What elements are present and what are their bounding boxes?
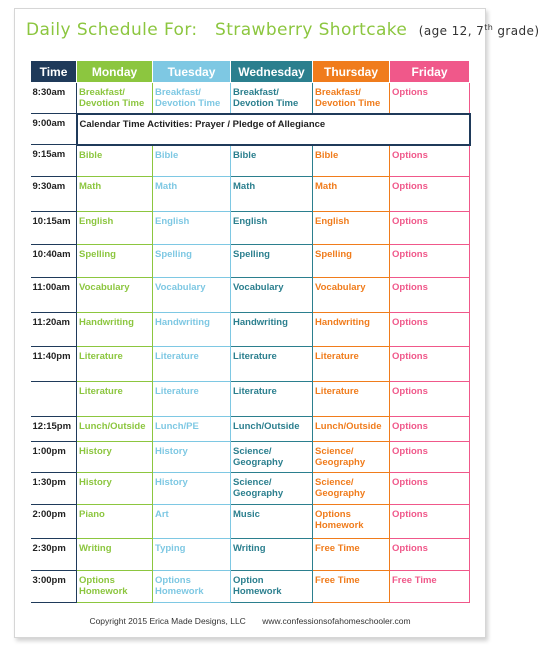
activity-cell-friday: Options	[390, 347, 470, 382]
activity-cell-thursday: Lunch/Outside	[313, 417, 390, 442]
activity-cell-tuesday: Handwriting	[153, 313, 231, 347]
copyright-text: Copyright 2015 Erica Made Designs, LLC	[89, 616, 246, 626]
time-cell: 11:00am	[31, 278, 77, 313]
time-cell: 12:15pm	[31, 417, 77, 442]
schedule-row	[31, 177, 470, 212]
schedule-row	[31, 212, 470, 245]
time-cell: 10:40am	[31, 245, 77, 278]
page-title	[26, 20, 539, 46]
schedule-row	[31, 245, 470, 278]
schedule-row	[31, 505, 470, 539]
title-label: Daily Schedule For:	[26, 20, 198, 40]
activity-cell-thursday: Science/ Geography	[313, 473, 390, 505]
activity-cell-wednesday: Science/ Geography	[231, 442, 313, 473]
activity-cell-thursday: Vocabulary	[313, 278, 390, 313]
activity-cell-tuesday: Bible	[153, 145, 231, 177]
activity-cell-monday: English	[77, 212, 153, 245]
schedule-table	[30, 60, 471, 603]
time-cell: 1:00pm	[31, 442, 77, 473]
activity-cell-monday: History	[77, 442, 153, 473]
activity-cell-friday: Options	[390, 539, 470, 571]
activity-cell-wednesday: Science/ Geography	[231, 473, 313, 505]
activity-cell-tuesday: Math	[153, 177, 231, 212]
activity-cell-thursday: Options Homework	[313, 505, 390, 539]
activity-cell-thursday: Literature	[313, 347, 390, 382]
activity-cell-tuesday: Literature	[153, 347, 231, 382]
time-cell: 9:15am	[31, 145, 77, 177]
schedule-row	[31, 313, 470, 347]
column-header-time: Time	[31, 61, 77, 83]
time-cell: 3:00pm	[31, 571, 77, 603]
activity-cell-friday: Options	[390, 177, 470, 212]
column-header-wednesday: Wednesday	[231, 61, 313, 83]
column-header-thursday: Thursday	[313, 61, 390, 83]
time-cell: 8:30am	[31, 83, 77, 114]
activity-cell-tuesday: Lunch/PE	[153, 417, 231, 442]
activity-cell-monday: Math	[77, 177, 153, 212]
activity-cell-friday: Options	[390, 313, 470, 347]
activity-cell-thursday: Free Time	[313, 539, 390, 571]
activity-cell-tuesday: Vocabulary	[153, 278, 231, 313]
activity-cell-monday: Lunch/Outside	[77, 417, 153, 442]
activity-cell-friday: Options	[390, 83, 470, 114]
activity-cell-tuesday: Spelling	[153, 245, 231, 278]
time-cell: 10:15am	[31, 212, 77, 245]
activity-cell-monday: Literature	[77, 347, 153, 382]
activity-cell-friday: Free Time	[390, 571, 470, 603]
schedule-row	[31, 347, 470, 382]
schedule-row	[31, 114, 470, 145]
activity-cell-thursday: English	[313, 212, 390, 245]
column-header-tuesday: Tuesday	[153, 61, 231, 83]
time-cell: 1:30pm	[31, 473, 77, 505]
activity-cell-friday: Options	[390, 382, 470, 417]
column-header-friday: Friday	[390, 61, 470, 83]
activity-cell-monday: History	[77, 473, 153, 505]
activity-cell-thursday: Bible	[313, 145, 390, 177]
activity-cell-wednesday: Lunch/Outside	[231, 417, 313, 442]
activity-cell-wednesday: Vocabulary	[231, 278, 313, 313]
footer	[0, 616, 500, 626]
activity-cell-monday: Vocabulary	[77, 278, 153, 313]
schedule-row	[31, 145, 470, 177]
time-cell: 11:40pm	[31, 347, 77, 382]
time-cell: 9:00am	[31, 114, 77, 145]
activity-cell-monday: Bible	[77, 145, 153, 177]
activity-cell-monday: Writing	[77, 539, 153, 571]
schedule-row	[31, 382, 470, 417]
activity-cell-tuesday: Typing	[153, 539, 231, 571]
activity-cell-tuesday: English	[153, 212, 231, 245]
activity-cell-monday: Piano	[77, 505, 153, 539]
column-header-monday: Monday	[77, 61, 153, 83]
activity-cell-monday: Options Homework	[77, 571, 153, 603]
activity-cell-thursday: Free Time	[313, 571, 390, 603]
activity-cell-tuesday: Options Homework	[153, 571, 231, 603]
schedule-row	[31, 473, 470, 505]
calendar-activities-text: Prayer / Pledge of Allegiance	[192, 118, 326, 130]
schedule-row	[31, 571, 470, 603]
activity-cell-tuesday: Literature	[153, 382, 231, 417]
time-cell	[31, 382, 77, 417]
time-cell: 9:30am	[31, 177, 77, 212]
activity-cell-friday: Options	[390, 473, 470, 505]
activity-cell-friday: Options	[390, 212, 470, 245]
activity-cell-thursday: Science/ Geography	[313, 442, 390, 473]
activity-cell-wednesday: English	[231, 212, 313, 245]
activity-cell-friday: Options	[390, 278, 470, 313]
schedule-row	[31, 539, 470, 571]
header-row	[31, 61, 470, 83]
website-url: www.confessionsofahomeschooler.com	[262, 616, 411, 626]
student-age-grade: (age 12, 7th grade)	[418, 23, 539, 38]
student-name: Strawberry Shortcake	[215, 20, 408, 40]
activity-cell-wednesday: Spelling	[231, 245, 313, 278]
schedule-row	[31, 83, 470, 114]
calendar-activities-cell	[77, 114, 470, 145]
activity-cell-wednesday: Literature	[231, 382, 313, 417]
activity-cell-friday: Options	[390, 442, 470, 473]
activity-cell-wednesday: Literature	[231, 347, 313, 382]
activity-cell-friday: Options	[390, 417, 470, 442]
activity-cell-friday: Options	[390, 145, 470, 177]
activity-cell-friday: Options	[390, 505, 470, 539]
activity-cell-wednesday: Music	[231, 505, 313, 539]
activity-cell-tuesday: History	[153, 473, 231, 505]
activity-cell-tuesday: History	[153, 442, 231, 473]
activity-cell-wednesday: Math	[231, 177, 313, 212]
activity-cell-monday: Literature	[77, 382, 153, 417]
activity-cell-tuesday: Art	[153, 505, 231, 539]
activity-cell-wednesday: Option Homework	[231, 571, 313, 603]
activity-cell-tuesday: Breakfast/ Devotion Time	[153, 83, 231, 114]
time-cell: 11:20am	[31, 313, 77, 347]
activity-cell-thursday: Math	[313, 177, 390, 212]
activity-cell-friday: Options	[390, 245, 470, 278]
schedule-row	[31, 278, 470, 313]
activity-cell-monday: Handwriting	[77, 313, 153, 347]
activity-cell-thursday: Handwriting	[313, 313, 390, 347]
activity-cell-thursday: Literature	[313, 382, 390, 417]
activity-cell-thursday: Spelling	[313, 245, 390, 278]
activity-cell-wednesday: Breakfast/ Devotion Time	[231, 83, 313, 114]
activity-cell-wednesday: Bible	[231, 145, 313, 177]
activity-cell-monday: Spelling	[77, 245, 153, 278]
activity-cell-wednesday: Handwriting	[231, 313, 313, 347]
calendar-activities-label: Calendar Time Activities:	[79, 118, 193, 130]
activity-cell-wednesday: Writing	[231, 539, 313, 571]
schedule-row	[31, 442, 470, 473]
activity-cell-thursday: Breakfast/ Devotion Time	[313, 83, 390, 114]
activity-cell-monday: Breakfast/ Devotion Time	[77, 83, 153, 114]
schedule-row	[31, 417, 470, 442]
time-cell: 2:00pm	[31, 505, 77, 539]
time-cell: 2:30pm	[31, 539, 77, 571]
